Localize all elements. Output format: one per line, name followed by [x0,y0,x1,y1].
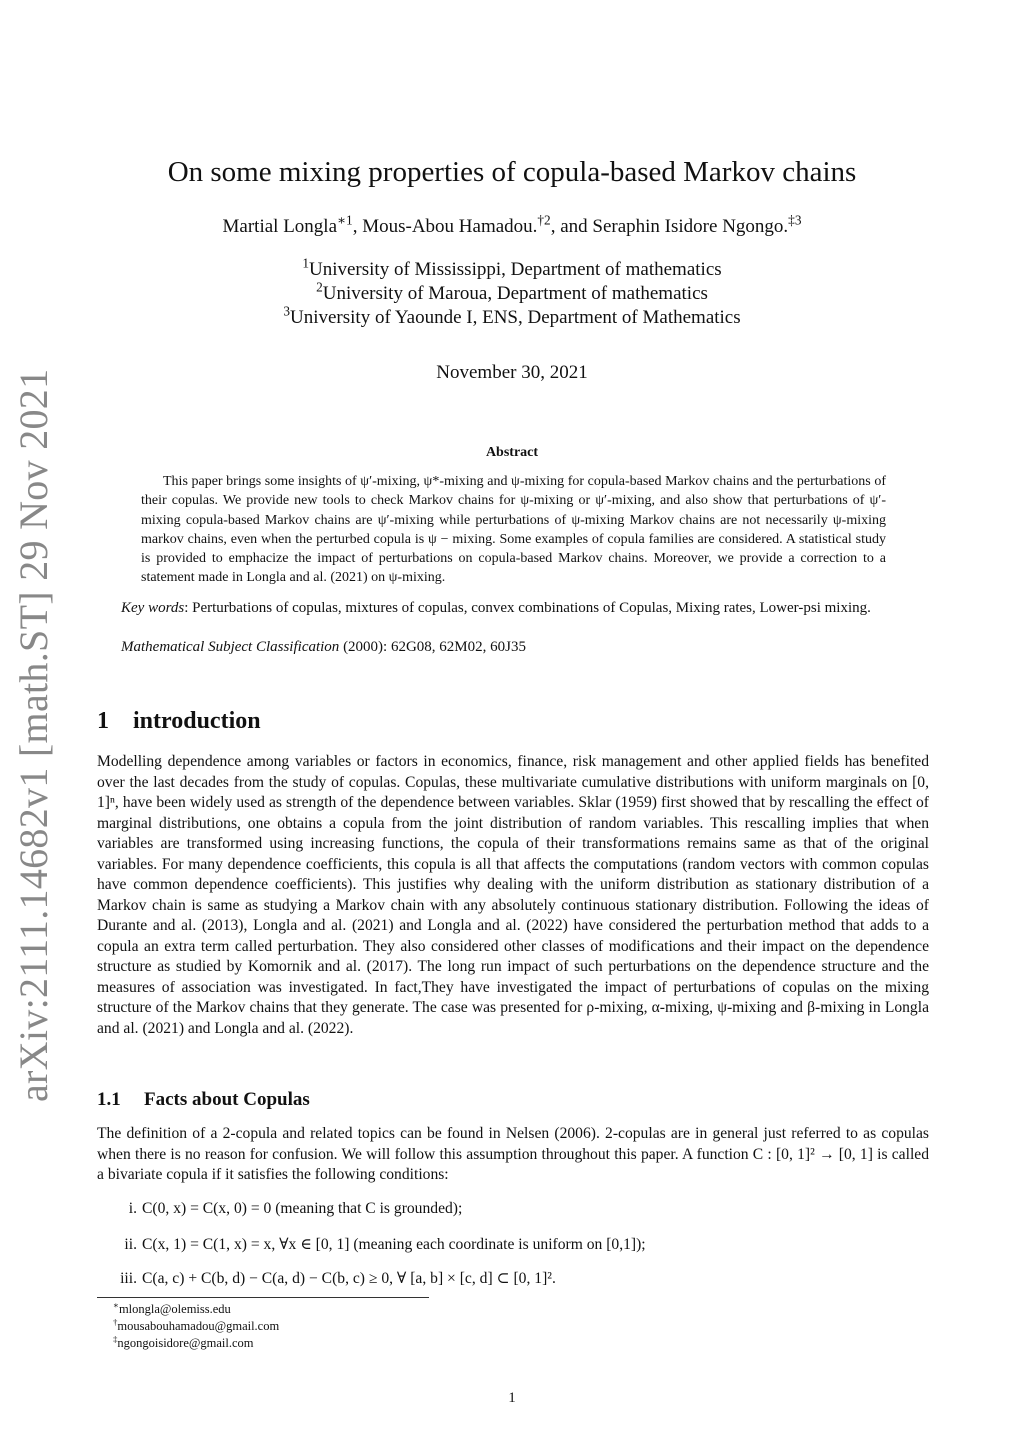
author-name: Seraphin Isidore Ngongo. [592,216,789,237]
author-mark: ∗1 [337,212,353,228]
footnote-text: mousabouhamadou@gmail.com [117,1319,280,1333]
subsection-heading [97,1089,310,1111]
keywords-text: : Perturbations of copulas, mixtures of copulas, convex combinations of Copulas, Mixing rates, Lower-psi mixing. [184,600,871,616]
author-mark: ‡3 [788,212,802,228]
condition-item [97,1200,929,1218]
footnote [113,1299,231,1317]
footnote-rule [97,1297,429,1298]
keywords-label: Key words [121,600,185,616]
footnote-mark: ‡ [113,1333,118,1344]
abstract-text: This paper brings some insights of ψ′-mixing, ψ*-mixing and ψ-mixing for copula-based Markov chains and the perturbations of their copulas. We provide new tools to check Markov chains for ψ-mixing or ψ′-mixing, and also show that perturbations of ψ′-mixing copula-based Markov chains are ψ′-mixing while perturbations of ψ-mixing Markov chains are not necessarily ψ-mixing markov chains, even when the perturbed copula is ψ − mixing. Some examples of copula families are considered. A statistical study is provided to emphacize the impact of perturbations on copula-based Markov chains. Moreover, we provide a correction to a statement made in Longla and al. (2021) on ψ-mixing. [141,474,886,586]
author-separator: , and [550,216,593,237]
page-number: 1 [508,1390,516,1406]
affiliation-text: University of Yaounde I, ENS, Department of Mathematics [290,307,741,328]
paper-title: On some mixing properties of copula-based Markov chains [167,156,857,188]
condition-text: C(x, 1) = C(1, x) = x, ∀x ∈ [0, 1] (meaning each coordinate is uniform on [0,1]); [142,1236,646,1253]
affiliation-text: University of Maroua, Department of mathematics [322,283,708,304]
footnote [113,1316,280,1334]
abstract-heading: Abstract [485,445,539,460]
affiliation-text: University of Mississippi, Department of mathematics [309,259,722,280]
affiliation [0,303,1024,330]
condition-text: C(0, x) = C(x, 0) = 0 (meaning that C is grounded); [142,1200,463,1217]
condition-item [97,1235,929,1254]
affiliation-mark: 2 [316,279,323,295]
condition-label: iii. [120,1270,137,1287]
footnote-mark: ∗ [113,1299,119,1310]
section-heading [97,708,261,735]
author-mark: †2 [537,212,551,228]
section-title: introduction [133,708,261,734]
affiliation [0,279,1024,306]
author-name: Martial Longla [222,216,338,237]
affiliation-mark: 3 [283,303,290,319]
affiliation-list [0,255,1024,330]
subsection-number: 1.1 [97,1089,121,1110]
condition-item [97,1269,929,1288]
msc-label: Mathematical Subject Classification [121,639,340,655]
author-name: Mous-Abou Hamadou. [362,216,538,237]
condition-text: C(a, c) + C(b, d) − C(a, d) − C(b, c) ≥ 0, ∀ [a, b] × [c, d] ⊂ [0, 1]². [142,1270,556,1287]
condition-label: i. [128,1200,137,1217]
keywords [97,598,929,619]
condition-label: ii. [124,1236,137,1253]
section-paragraph: Modelling dependence among variables or factors in economics, finance, risk management and other applied fields has benefited over the last decades from the study of copulas. Copulas, these multivariate cumulative distributions with uniform marginals on [0, 1]ⁿ, have been widely used as strength of the dependence between variables. Sklar (1959) first showed that by rescalling the effect of marginal distributions, one obtains a copula from the joint distribution of random variables. This rescalling implies that when variables are transformed using increasing functions, the copula of their transformations remains same as that of the original variables. For many dependence coefficients, this copula is all that affects the computations (random vectors with common copulas have common dependence coefficients). This justifies why dealing with the uniform distribution as stationary distribution of a Markov chain is same as studying a Markov chain with any absolutely continuous stationary distribution. Following the ideas of Durante and al. (2013), Longla and al. (2021) and Longla and al. (2022) have considered the perturbation method that adds to a copula an extra term called perturbation. They also considered other classes of modifications and their impact on the dependence structure as studied by Komornik and al. (2017). The long run impact of such perturbations on the dependence structure and the measures of association was investigated. In fact,They have investigated the impact of perturbations of copulas on the mixing structure of the Markov chains that they generate. The case was presented for ρ-mixing, α-mixing, ψ-mixing and β-mixing in Longla and al. (2021) and Longla and al. (2022). [97,753,929,1037]
subsection-paragraph: The definition of a 2-copula and related topics can be found in Nelsen (2006). 2-copulas are in general just referred to as copulas when there is no reason for confusion. We will follow this assumption throughout this paper. A function C : [0, 1]² → [0, 1] is called a bivariate copula if it satisfies the following conditions: [97,1125,929,1183]
msc-classification [121,639,526,656]
affiliation [0,255,1024,282]
footnote [113,1333,254,1351]
section-number: 1 [97,708,109,734]
author-list [0,212,1024,238]
msc-text: (2000): 62G08, 62M02, 60J35 [339,639,526,655]
footnote-mark: † [113,1316,118,1327]
subsection-title: Facts about Copulas [144,1089,310,1110]
paper-date: November 30, 2021 [436,362,588,383]
arxiv-sidebar-stamp: arXiv:2111.14682v1 [math.ST] 29 Nov 2021 [11,368,56,1102]
footnote-text: ngongoisidore@gmail.com [117,1336,254,1350]
author-separator: , [352,216,363,237]
footnote-text: mlongla@olemiss.edu [118,1302,231,1316]
affiliation-mark: 1 [302,255,309,271]
